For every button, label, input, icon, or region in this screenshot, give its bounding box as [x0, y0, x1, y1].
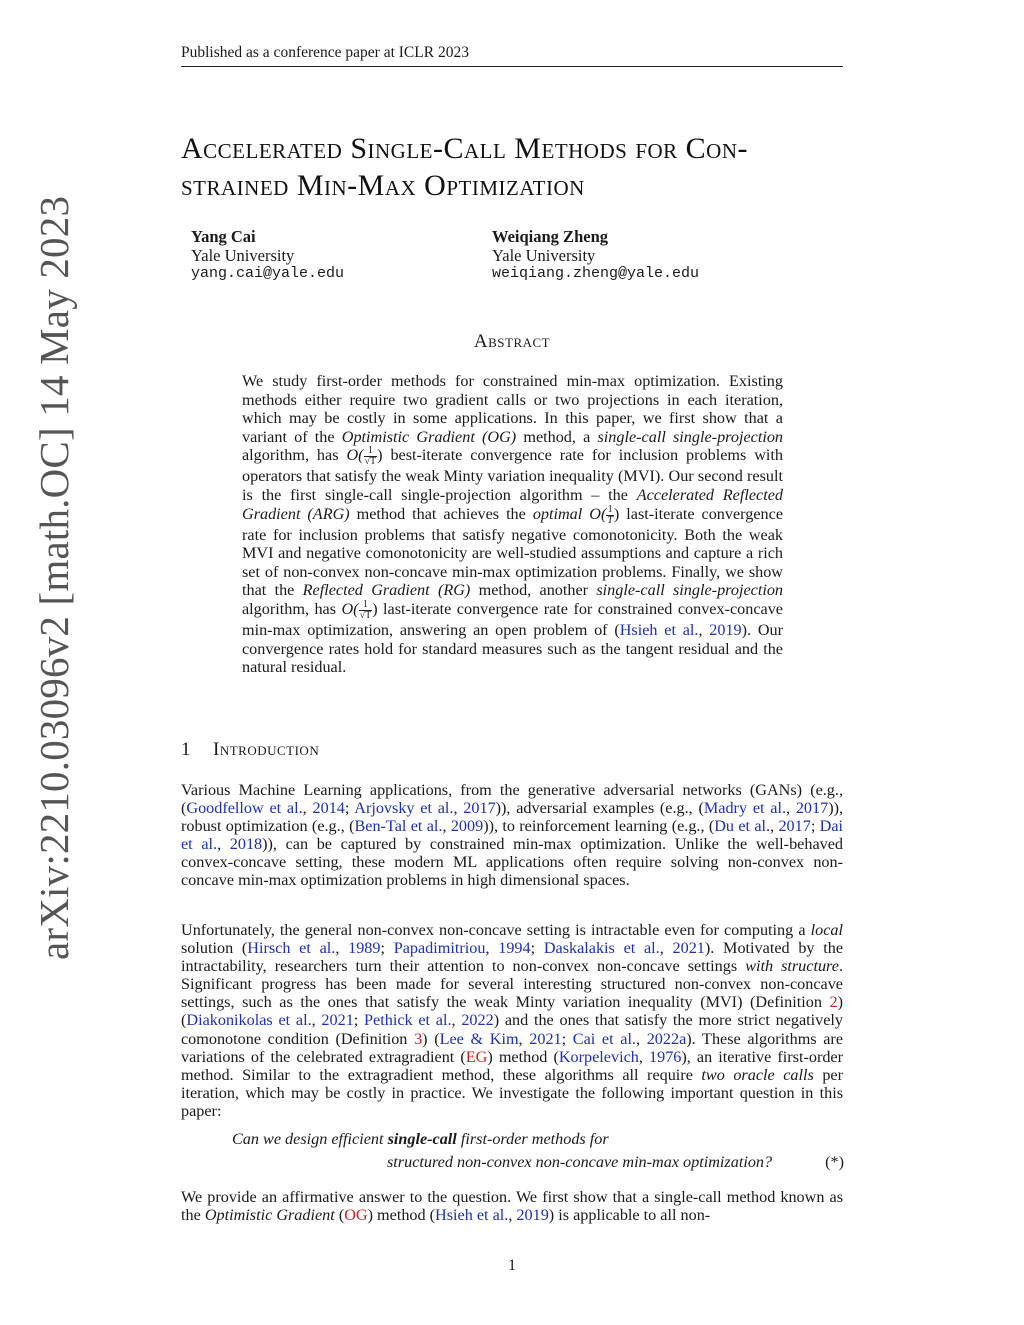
equation-tag: (*) [825, 1153, 844, 1171]
citation-link[interactable]: Arjovsky et al. [354, 799, 454, 818]
citation-link[interactable]: Madry et al. [703, 799, 786, 818]
abstract-body: We study first-order methods for constrained min-max optimization. Existing methods either require two gradient calls or two projections in each iteration, which may be costly in some applications. In this paper, we first show that a variant of the Optimistic Gradient (OG) method, a single-call single-projection algorithm, has O( $\frac{1}{√T}$ ) best-iterate convergence rate for inclusion problems with operators that satisfy the weak Minty variation inequality (MVI). Our second result is the first single-call single-projection algorithm – the Accelerated Reflected Gradient (ARG) method that achieves the optimal O( $\frac{1}{T}$ ) last-iterate convergence rate for inclusion problems that satisfy negative comonotonicity. Both the weak MVI and negative comonotonicity are well-studied assumptions and capture a rich set of non-convex non-concave min-max optimization problems. Finally, we show that the Reflected Gradient (RG) method, another single-call single-projection algorithm, has O( $\frac{1}{√T}$ ) last-iterate convergence rate for constrained convex-concave min-max optimization, answering an open problem of (Hsieh et al., 2019). Our convergence rates hold for standard measures such as the tangent residual and the natural residual. [242, 372, 784, 677]
citation-link[interactable]: Lee & Kim [439, 1029, 519, 1048]
citation-year-link[interactable]: 2019 [709, 620, 742, 639]
citation-link[interactable]: Korpelevich [558, 1047, 639, 1066]
author-name: Yang Cai [191, 227, 256, 246]
citation-year-link[interactable]: 2022a [646, 1029, 687, 1048]
intro-paragraph-1: Various Machine Learning applications, from the generative adversarial networks (GANs) (e.g., (Goodfellow et al., 2014; Arjovsky et al., 2017)), adversarial examples (e.g., (Madry et al., 2017)), robust optimization (e.g., (Ben-Tal et al., 2009)), to reinforcement learning (e.g., (Du et al., 2017; Dai et al., 2018)), can be captured by constrained min-max optimization. Unlike the well-behaved convex-concave setting, these modern ML applications often require solving non-convex non-concave min-max optimization problems in high dimensional spaces. [181, 781, 844, 890]
citation-link[interactable]: Du et al. [714, 817, 771, 836]
citation-year-link[interactable]: 1989 [348, 939, 381, 958]
citation-link[interactable]: Hsieh et al. [435, 1206, 509, 1225]
citation-year-link[interactable]: 2017 [778, 817, 811, 836]
paper-title [181, 130, 851, 204]
citation-link[interactable]: Hsieh et al. [619, 620, 699, 639]
citation-year-link[interactable]: 2017 [795, 799, 829, 818]
citation-link[interactable]: Papadimitriou [393, 939, 486, 958]
author-affiliation: Yale University [492, 245, 596, 265]
method-ref[interactable]: EG [465, 1047, 488, 1066]
method-ref[interactable]: OG [344, 1206, 368, 1225]
fraction: $\frac{1}{T}$ [607, 503, 613, 526]
citation-link[interactable]: Cai et al. [572, 1029, 636, 1048]
citation-link[interactable]: Diakonikolas et al. [186, 1011, 312, 1030]
title-line-2: strained Min-Max Optimization [181, 169, 585, 202]
citation-year-link[interactable]: 2022 [461, 1011, 494, 1030]
citation-year-link[interactable]: 2014 [312, 799, 345, 818]
author-block-2 [492, 228, 699, 284]
citation-link[interactable]: Ben-Tal et al. [354, 817, 443, 836]
intro-paragraph-3: We provide an affirmative answer to the question. We first show that a single-call method known as the Optimistic Gradient (OG) method (Hsieh et al., 2019) is applicable to all non- [181, 1188, 843, 1225]
fraction: $\frac{1}{√T}$ [359, 598, 372, 621]
abstract-heading: Abstract [473, 331, 551, 352]
author-affiliation: Yale University [191, 245, 295, 265]
citation-year-link[interactable]: 2017 [463, 799, 496, 818]
definition-ref[interactable]: 2 [829, 993, 838, 1012]
citation-link[interactable]: Dai et al. [181, 817, 844, 854]
citation-year-link[interactable]: 1976 [649, 1047, 682, 1066]
citation-year-link[interactable]: 1994 [498, 939, 531, 958]
citation-year-link[interactable]: 2021 [529, 1029, 562, 1048]
author-block-1 [191, 228, 344, 284]
citation-year-link[interactable]: 2021 [672, 939, 705, 958]
citation-year-link[interactable]: 2009 [450, 817, 484, 836]
title-line-1: Accelerated Single-Call Methods for Con- [181, 132, 749, 165]
citation-year-link[interactable]: 2019 [516, 1206, 549, 1225]
intro-paragraph-2: Unfortunately, the general non-convex non-concave setting is intractable even for computing a local solution (Hirsch et al., 1989; Papadimitriou, 1994; Daskalakis et al., 2021). Motivated by the intractability, researchers turn their attention to non-convex non-concave settings with structure. Significant progress has been made for several interesting structured non-convex non-concave settings, such as the ones that satisfy the weak Minty variation inequality (MVI) (Definition 2) (Diakonikolas et al., 2021; Pethick et al., 2022) and the ones that satisfy the more strict negatively comonotone condition (Definition 3) (Lee & Kim, 2021; Cai et al., 2022a). These algorithms are variations of the celebrated extragradient (EG) method (Korpelevich, 1976), an iterative first-order method. Similar to the extragradient method, these algorithms all require two oracle calls per iteration, which may be costly in practice. We investigate the following important question in this paper: [181, 921, 844, 1120]
fraction: $\frac{1}{√T}$ [364, 445, 377, 468]
definition-ref[interactable]: 3 [414, 1029, 423, 1048]
author-email[interactable]: yang.cai@yale.edu [191, 265, 345, 282]
citation-link[interactable]: Hirsch et al. [247, 939, 336, 958]
author-name: Weiqiang Zheng [492, 227, 608, 246]
section-heading: 1 Introduction [181, 739, 320, 760]
author-email[interactable]: weiqiang.zheng@yale.edu [492, 265, 700, 282]
running-header: Published as a conference paper at ICLR 2023 [181, 44, 843, 67]
citation-year-link[interactable]: 2018 [229, 835, 263, 854]
citation-link[interactable]: Goodfellow et al. [186, 799, 303, 818]
research-question: Can we design efficient single-call first-order methods for structured non-convex non-concave min-max optimization? (*) [232, 1128, 844, 1174]
citation-link[interactable]: Pethick et al. [364, 1011, 452, 1030]
arxiv-stamp: arXiv:2210.03096v2 [math.OC] 14 May 2023 [31, 195, 77, 960]
page-number: 1 [508, 1257, 516, 1274]
citation-year-link[interactable]: 2021 [321, 1011, 354, 1030]
citation-link[interactable]: Daskalakis et al. [543, 939, 660, 958]
rate-og: O( [346, 446, 364, 465]
